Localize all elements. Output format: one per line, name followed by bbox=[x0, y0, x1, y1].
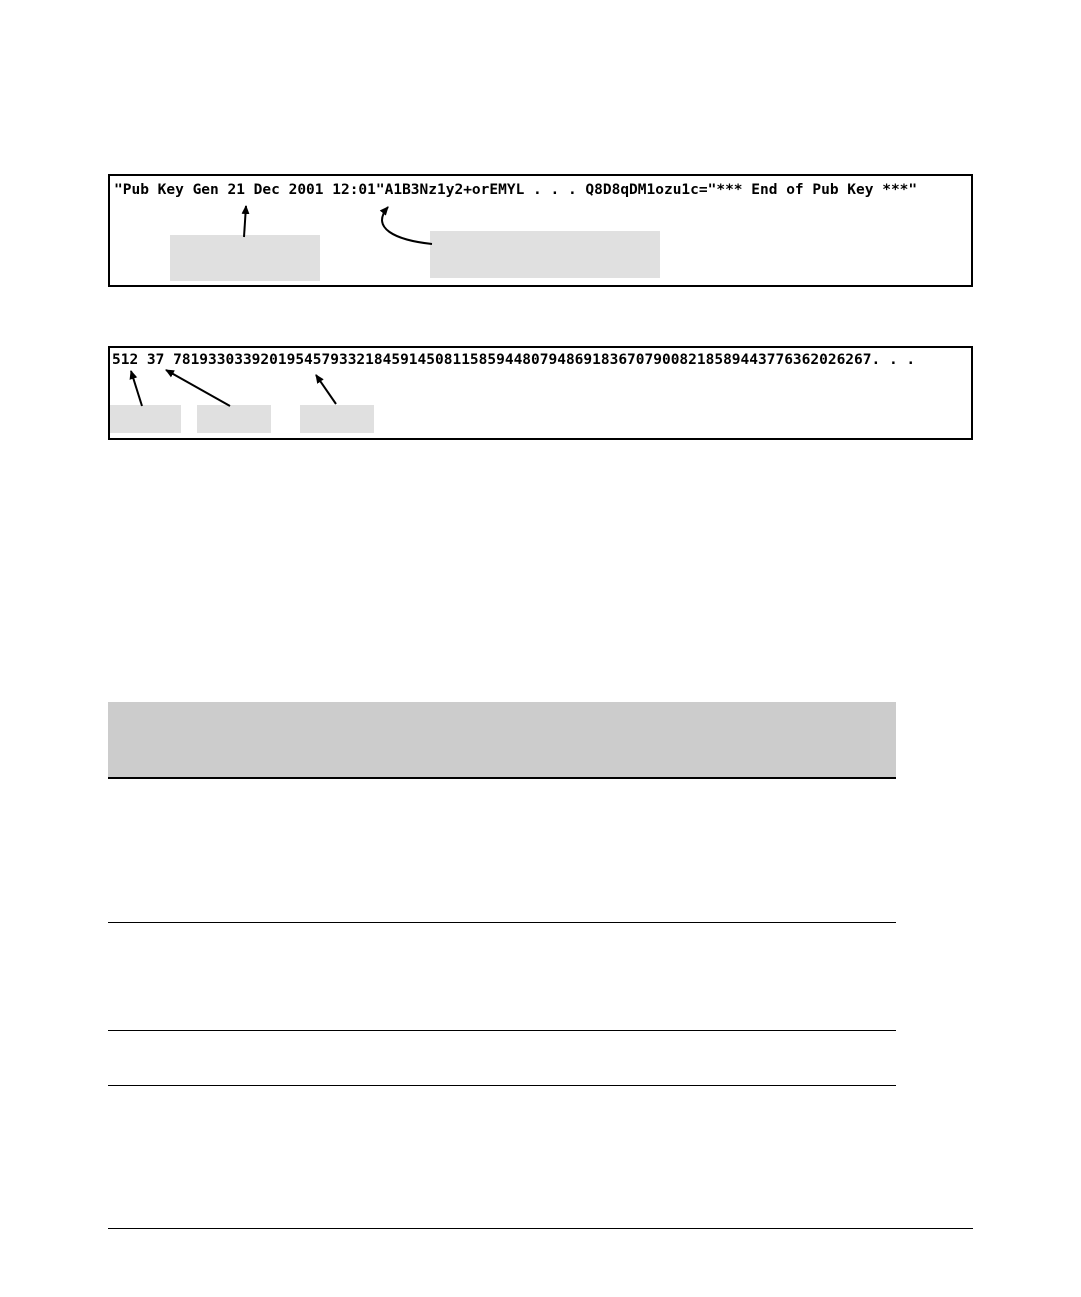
table-row bbox=[108, 923, 896, 1030]
callout-key-body-label bbox=[430, 231, 660, 278]
numeric-key-text: 512 37 78193303392019545793321845914508115859448079486918367079008218589443776362026267. . . bbox=[112, 352, 916, 368]
callout-modulus-label bbox=[300, 405, 374, 433]
callout-bit-size-label bbox=[110, 405, 181, 433]
callout-comment-label bbox=[170, 235, 320, 281]
table-row bbox=[108, 1086, 896, 1226]
pem-key-text: "Pub Key Gen 21 Dec 2001 12:01"A1B3Nz1y2+orEMYL . . . Q8D8qDM1ozu1c="*** End of Pub Key ***" bbox=[114, 182, 918, 198]
callout-exponent-label bbox=[197, 405, 271, 433]
table-row bbox=[108, 779, 896, 922]
page-footer-rule bbox=[108, 1228, 973, 1229]
table-header bbox=[108, 702, 896, 777]
table-row bbox=[108, 1031, 896, 1085]
